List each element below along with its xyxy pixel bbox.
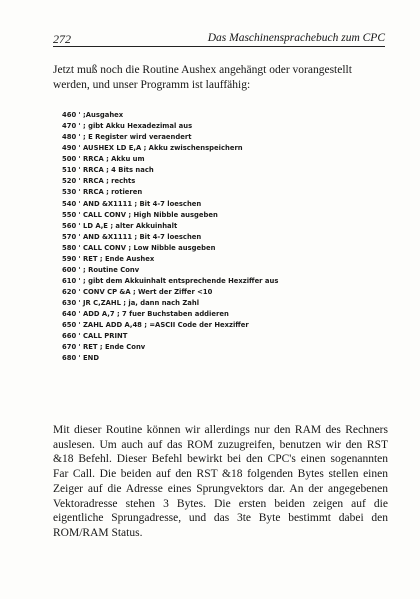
code-line: 520 ' RRCA ; rechts [62, 177, 136, 186]
code-line: 510 ' RRCA ; 4 Bits nach [62, 166, 154, 175]
code-line: 560 ' LD A,E ; alter Akkuinhalt [62, 221, 178, 230]
code-line: 530 ' RRCA ; rotieren [62, 188, 143, 197]
code-line: 580 ' CALL CONV ; Low Nibble ausgeben [62, 243, 216, 252]
code-line: 630 ' JR C,ZAHL ; ja, dann nach Zahl [62, 299, 200, 308]
code-line: 460 ' ;Ausgahex [62, 111, 124, 119]
code-line: 640 ' ADD A,7 ; 7 fuer Buchstaben addieren [62, 310, 229, 319]
code-line: 600 ' ; Routine Conv [62, 265, 140, 274]
page-header [53, 30, 385, 47]
code-line: 470 ' ; gibt Akku Hexadezimal aus [62, 122, 193, 131]
code-line: 480 ' ; E Register wird veraendert [62, 133, 192, 142]
code-line: 550 ' CALL CONV ; High Nibble ausgeben [62, 210, 218, 219]
code-line: 650 ' ZAHL ADD A,48 ; =ASCII Code der Hexziffer [62, 321, 249, 330]
code-line: 540 ' AND &X1111 ; Bit 4-7 loeschen [62, 199, 202, 208]
code-line: 500 ' RRCA ; Akku um [62, 155, 145, 164]
code-line: 660 ' CALL PRINT [62, 332, 128, 341]
code-line: 680 ' END [62, 354, 99, 363]
code-line: 670 ' RET ; Ende Conv [62, 343, 146, 352]
code-listing [62, 110, 382, 364]
code-line: 490 ' AUSHEX LD E,A ; Akku zwischenspeichern [62, 144, 243, 153]
body-paragraph: Mit dieser Routine können wir allerdings nur den RAM des Rechners auslesen. Um auch auf das ROM zuzugreifen, benutzen wir den RST &18 Befehl. Dieser Befehl bewirkt bei den CPC's einen sogenannten Far Call. Die beiden auf den RST &18 folgenden Bytes stellen einen Zeiger auf die Adresse eines Sprungvektors dar. An der angegebenen Vektoradresse stehen 3 Bytes. Die ersten beiden zeigen auf die eigentliche Sprungadresse, und das 3te Byte bestimmt dabei den ROM/RAM Status. [53, 424, 388, 539]
intro-paragraph: Jetzt muß noch die Routine Aushex angehängt oder vorangestellt werden, und unser Programm ist lauffähig: [53, 64, 352, 91]
running-title: Das Maschinensprachebuch zum CPC [207, 32, 385, 44]
code-line: 590 ' RET ; Ende Aushex [62, 254, 155, 263]
code-line: 570 ' AND &X1111 ; Bit 4-7 loeschen [62, 232, 202, 241]
page-number: 272 [53, 32, 71, 46]
code-line: 610 ' ; gibt dem Akkuinhalt entsprechende Hexziffer aus [62, 276, 279, 285]
code-line: 620 ' CONV CP &A ; Wert der Ziffer <10 [62, 288, 213, 296]
